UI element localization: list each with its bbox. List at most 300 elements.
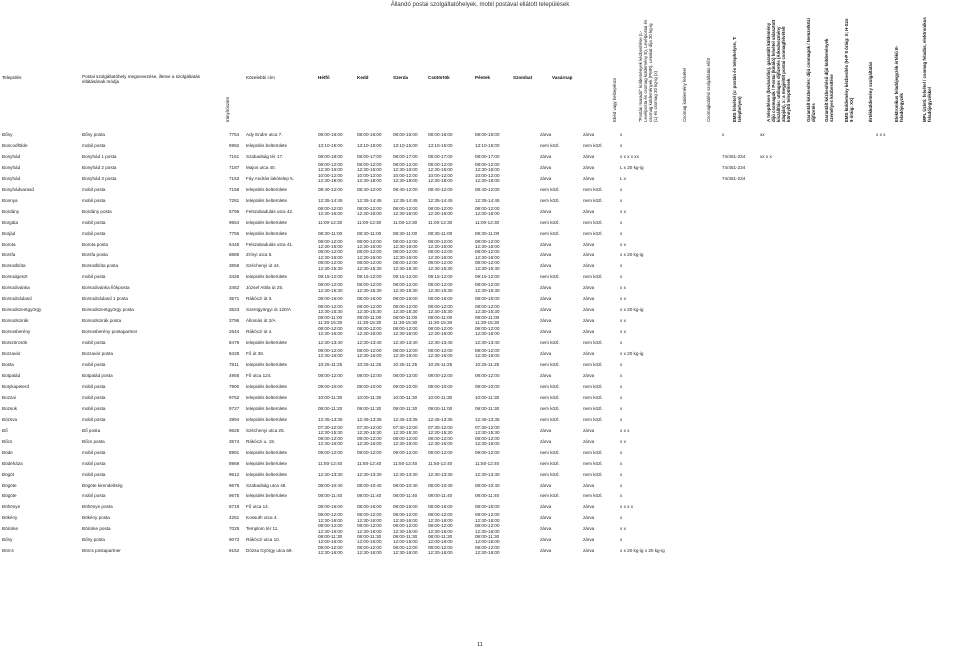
cell-v: zárva — [583, 548, 595, 554]
cell-v: zárva — [583, 351, 595, 357]
cell-z: 7153 — [229, 175, 240, 181]
cell-f1: x x — [620, 296, 626, 302]
cell-p: 10:00-12:00 12:30-18:00 — [475, 172, 500, 184]
cell-v: zárva — [583, 526, 595, 532]
cell-f1: x x — [620, 526, 626, 532]
cell-t: Borsodnádasd — [2, 296, 32, 302]
cell-sz: nem közl. — [540, 493, 560, 499]
table-row — [0, 470, 960, 481]
cell-v: zárva — [583, 307, 595, 313]
cell-v: nem közl. — [583, 274, 603, 280]
cell-z: 3658 — [229, 263, 240, 269]
cell-sz: nem közl. — [540, 230, 560, 236]
cell-m: Bőny posta — [82, 537, 105, 543]
cell-v: zárva — [583, 285, 595, 291]
cell-v: zárva — [583, 153, 595, 159]
cell-m: Borsfa posta — [82, 252, 108, 258]
header-szerda: Szerda — [393, 74, 409, 80]
cell-v: zárva — [583, 296, 595, 302]
cell-sz: nem közl. — [540, 274, 560, 280]
cell-f1: x — [620, 383, 623, 389]
cell-sz: zárva — [540, 241, 552, 247]
cell-m: mobil posta — [82, 449, 106, 455]
header-hetfo: Hétfő — [318, 74, 330, 80]
header-kedd: Kedd — [357, 74, 369, 80]
cell-v: nem közl. — [583, 340, 603, 346]
cell-cs: 08:00-11:30 12:00-16:00 — [428, 534, 453, 545]
cell-c: Állomás út 2/A — [246, 318, 276, 324]
table-row — [0, 437, 960, 448]
cell-sz: nem közl. — [540, 405, 560, 411]
header-vertical-0: Ebéd vagy belsepénzs — [612, 77, 617, 122]
cell-z: 8428 — [229, 351, 240, 357]
cell-c: Széchenyi utca 25. — [246, 427, 285, 433]
cell-s: 09:00-10:00 — [393, 383, 418, 389]
header-cim: Közelebbi cím — [246, 74, 275, 80]
cell-t: Borjád — [2, 230, 16, 236]
cell-v: zárva — [583, 252, 595, 258]
cell-sz: zárva — [540, 318, 552, 324]
cell-c: település belterülete — [246, 362, 288, 368]
cell-f1: x — [620, 362, 623, 368]
cell-s: 13:10-15:00 — [393, 142, 418, 148]
cell-p: 08:00-12:00 12:30-16:00 — [475, 205, 500, 216]
cell-t: Borsodgeszt — [2, 274, 28, 280]
cell-c: település belterülete — [246, 197, 288, 203]
cell-m: mobil posta — [82, 416, 106, 422]
cell-h: 08:30-11:00 — [318, 230, 343, 236]
cell-v: zárva — [583, 318, 595, 324]
cell-z: 7151 — [229, 153, 240, 159]
cell-h: 12:45-13:35 — [318, 416, 343, 422]
cell-p: 08:00-10:40 — [475, 482, 500, 488]
header-szombat: Szombat — [513, 74, 533, 80]
cell-cs: 09:00-10:00 — [428, 383, 453, 389]
cell-m: Bonyhád 2 posta — [82, 164, 117, 170]
cell-z: 4955 — [229, 372, 240, 378]
cell-s: 10:00-11:30 — [393, 394, 418, 400]
cell-s: 12:35-14:45 — [393, 197, 418, 203]
cell-cs: 10:25-11:25 — [428, 362, 453, 368]
table-row — [0, 360, 960, 371]
cell-v: nem közl. — [583, 383, 603, 389]
cell-cs: 11:50-12:40 — [428, 460, 453, 466]
cell-s: 12:30-13:30 — [393, 471, 418, 477]
cell-t: Borsosberény — [2, 329, 31, 335]
cell-z: 3426 — [229, 274, 240, 280]
cell-f2: x — [722, 132, 725, 137]
cell-m: mobil posta — [82, 394, 106, 400]
cell-t: Bőcs — [2, 438, 13, 444]
cell-sz: zárva — [540, 296, 552, 302]
cell-s: 08:00-12:00 12:30-16:00 — [393, 161, 418, 173]
cell-h: 08:00-12:00 — [318, 372, 343, 378]
cell-cs: 10:00-12:00 12:30-18:00 — [428, 172, 453, 184]
cell-s: 08:00-12:00 12:30-16:00 — [393, 348, 418, 359]
cell-f1: x — [620, 394, 623, 400]
cell-f1: x — [620, 471, 623, 477]
cell-cs: 08:00-16:00 — [428, 296, 453, 302]
cell-h: 13:10-15:00 — [318, 142, 343, 148]
cell-p: 08:00-12:00 12:30-15:30 — [475, 260, 500, 271]
cell-s: 08:30-11:00 — [393, 230, 418, 236]
cell-m: Borzavár posta — [82, 351, 113, 357]
cell-p: 09:00-10:00 — [475, 383, 500, 389]
cell-t: Bosta — [2, 362, 14, 368]
cell-s: 09:00-11:30 — [393, 405, 418, 411]
cell-cs: 08:00-12:00 12:30-16:00 — [428, 249, 453, 260]
cell-k: 08:00-16:00 — [357, 132, 382, 137]
cell-sz: nem közl. — [540, 460, 560, 466]
cell-s: 08:00-12:00 12:30-16:00 — [393, 523, 418, 534]
table-row — [0, 404, 960, 415]
cell-sz: zárva — [540, 537, 552, 543]
cell-h: 08:00-12:00 12:30-16:00 — [318, 523, 343, 534]
cell-cs: 09:00-11:00 — [428, 405, 453, 411]
cell-k: 12:45-13:35 — [357, 416, 382, 422]
cell-sz: zárva — [540, 175, 552, 181]
cell-k: 08:00-12:00 12:30-16:00 — [357, 545, 382, 556]
cell-sz: zárva — [540, 548, 552, 554]
cell-p: 08:00-12:00 12:30-16:00 — [475, 348, 500, 359]
table-row — [0, 141, 960, 152]
header-irsz: Irányítószám — [225, 96, 230, 122]
cell-t: Bödeháza — [2, 460, 23, 466]
cell-k: 08:00-12:00 12:30-16:00 — [357, 512, 382, 523]
cell-m: Borsosberény postapartner — [82, 329, 138, 335]
cell-k: 13:10-15:00 — [357, 142, 382, 148]
cell-z: 3574 — [229, 438, 240, 444]
cell-z: 7756 — [229, 230, 240, 236]
cell-cs: 09:15-12:00 — [428, 274, 453, 280]
cell-h: 08:00-11:40 — [318, 493, 343, 499]
cell-z: 7158 — [229, 186, 240, 192]
cell-p: 12:45-13:35 — [475, 416, 500, 422]
cell-s: 08:00-12:00 12:30-16:00 — [393, 249, 418, 260]
cell-cs: 08:00-12:00 12:30-15:30 — [428, 304, 453, 315]
table-row — [0, 491, 960, 502]
cell-z: 7281 — [229, 197, 240, 203]
cell-k: 08:00-12:00 12:30-15:30 — [357, 260, 382, 271]
cell-p: 08:00-12:00 — [475, 372, 500, 378]
cell-s: 08:00-16:00 — [393, 504, 418, 510]
cell-k: 08:00-12:00 12:30-16:00 — [357, 249, 382, 260]
cell-cs: 08:00-12:00 12:30-16:00 — [428, 238, 453, 249]
header-csutortok: Csütörtök — [428, 74, 450, 80]
cell-p: 08:40-12:00 — [475, 186, 500, 192]
cell-s: 08:00-12:00 — [393, 372, 418, 378]
cell-s: 08:00-11:00 11:30-15:30 — [393, 315, 418, 326]
cell-v: zárva — [583, 164, 595, 170]
cell-t: Bőny — [2, 537, 13, 543]
cell-c: Felszabadulás utca 41. — [246, 241, 294, 247]
cell-c: József Attila út 25. — [246, 285, 284, 291]
cell-h: 08:00-12:00 12:30-16:00 — [318, 512, 343, 523]
cell-cs: 08:00-12:00 12:30-16:00 — [428, 545, 453, 556]
cell-c: település belterülete — [246, 142, 288, 148]
cell-h: 10:25-11:25 — [318, 362, 343, 368]
cell-t: Borszörcsök — [2, 340, 28, 346]
cell-m: Bőcs posta — [82, 438, 105, 444]
cell-s: 08:00-12:00 12:30-15:30 — [393, 260, 418, 271]
cell-t: Bonyhád — [2, 153, 21, 159]
cell-sz: nem közl. — [540, 449, 560, 455]
cell-h: 09:15-12:00 — [318, 274, 343, 280]
cell-h: 08:00-18:00 — [318, 153, 343, 159]
cell-cs: 08:00-11:40 — [428, 493, 453, 499]
cell-v: zárva — [583, 329, 595, 335]
cell-cs: 13:10-15:00 — [428, 142, 453, 148]
cell-t: Botpalád — [2, 372, 21, 378]
cell-p: 08:00-12:00 12:30-15:30 — [475, 304, 500, 315]
cell-cs: 12:35-14:45 — [428, 197, 453, 203]
cell-s: 11:50-12:40 — [393, 460, 418, 466]
cell-v: zárva — [583, 438, 595, 444]
cell-c: település belterülete — [246, 340, 288, 346]
cell-z: 7187 — [229, 164, 240, 170]
cell-sz: nem közl. — [540, 416, 560, 422]
cell-v: zárva — [583, 482, 595, 488]
cell-c: település belterülete — [246, 230, 288, 236]
cell-z: 3623 — [229, 307, 240, 313]
cell-t: Borsodszirák — [2, 318, 29, 324]
cell-t: Bőny — [2, 132, 13, 137]
cell-v: nem közl. — [583, 142, 603, 148]
cell-h: 08:00-16:00 — [318, 296, 343, 302]
cell-t: Böde — [2, 449, 13, 455]
cell-p: 11:50-12:40 — [475, 460, 500, 466]
cell-m: mobil posta — [82, 405, 106, 411]
cell-h: 08:00-12:00 12:30-16:00 — [318, 249, 343, 260]
cell-v: nem közl. — [583, 186, 603, 192]
cell-sz: zárva — [540, 504, 552, 510]
table-row — [0, 185, 960, 196]
cell-f3: xx — [760, 132, 765, 137]
cell-v: zárva — [583, 241, 595, 247]
cell-t: Bózsva — [2, 416, 18, 422]
cell-p: 08:00-11:40 — [475, 493, 500, 499]
cell-k: 08:00-12:00 12:30-16:00 — [357, 435, 382, 446]
cell-t: Bonyhád — [2, 164, 21, 170]
cell-s: 09:00-12:00 — [393, 449, 418, 455]
cell-z: 3671 — [229, 296, 240, 302]
cell-t: Bozsok — [2, 405, 18, 411]
cell-sz: zárva — [540, 263, 552, 269]
cell-cs: 08:00-12:00 12:30-16:00 — [428, 435, 453, 446]
cell-f1: x — [620, 372, 623, 378]
cell-k: 08:00-16:00 — [357, 296, 382, 302]
cell-cs: 08:00-12:00 12:30-15:30 — [428, 282, 453, 293]
cell-sz: zárva — [540, 307, 552, 313]
cell-f1: x — [620, 493, 623, 499]
cell-cs: 10:00-11:30 — [428, 394, 453, 400]
cell-z: 9752 — [229, 394, 240, 400]
cell-h: 08:40-12:00 — [318, 186, 343, 192]
cell-t: Börcs — [2, 548, 14, 554]
cell-sz: zárva — [540, 285, 552, 291]
cell-k: 12:30-13:30 — [357, 471, 382, 477]
table-row — [0, 393, 960, 404]
cell-f1: x x x x xx — [620, 153, 639, 159]
cell-k: 08:00-12:00 12:30-15:30 — [357, 304, 382, 315]
cell-f1: x — [620, 460, 623, 466]
cell-sz: nem közl. — [540, 340, 560, 346]
cell-m: mobil posta — [82, 493, 106, 499]
cell-s: 08:00-12:00 12:30-16:00 — [393, 545, 418, 556]
cell-f1: x x 20 kg-ig — [620, 252, 644, 258]
table-row — [0, 174, 960, 185]
cell-s: 08:40-12:00 — [393, 186, 418, 192]
cell-f2: 74/451-234 — [722, 175, 746, 181]
cell-z: 6795 — [229, 208, 240, 214]
cell-k: 12:35-14:45 — [357, 197, 382, 203]
cell-m: Bőny posta — [82, 132, 105, 137]
cell-cs: 08:00-12:00 12:30-16:00 — [428, 326, 453, 337]
cell-m: Bögöte kirendeltség — [82, 482, 123, 488]
cell-z: 8719 — [229, 504, 240, 510]
cell-sz: nem közl. — [540, 219, 560, 225]
cell-m: Borsodnádasd 1 posta — [82, 296, 128, 302]
cell-f1: x — [620, 537, 623, 543]
cell-s: 08:00-11:40 — [393, 493, 418, 499]
cell-t: Borsfa — [2, 252, 16, 258]
cell-k: 08:00-12:00 12:30-15:30 — [357, 282, 382, 293]
cell-s: 08:00-12:00 12:30-16:00 — [393, 435, 418, 446]
header-vertical-3: Csomagküldési szolgáltatás előtt — [706, 58, 711, 122]
cell-m: mobil posta — [82, 274, 106, 280]
cell-sz: zárva — [540, 372, 552, 378]
cell-f1: x — [620, 449, 623, 455]
cell-sz: nem közl. — [540, 394, 560, 400]
cell-sz: zárva — [540, 164, 552, 170]
cell-p: 08:00-12:00 12:30-15:30 — [475, 282, 500, 293]
cell-v: zárva — [583, 263, 595, 269]
cell-t: Borgáta — [2, 219, 19, 225]
cell-sz: zárva — [540, 208, 552, 214]
cell-cs: 07:30-12:00 12:30-15:30 — [428, 424, 453, 435]
cell-sz: nem közl. — [540, 383, 560, 389]
cell-p: 08:00-16:00 — [475, 132, 500, 137]
cell-v: zárva — [583, 537, 595, 543]
cell-t: Borota — [2, 241, 16, 247]
cell-cs: 08:00-16:00 — [428, 132, 453, 137]
cell-z: 3462 — [229, 285, 240, 291]
cell-sz: nem közl. — [540, 197, 560, 203]
cell-z: 7900 — [229, 383, 240, 389]
cell-k: 09:15-12:00 — [357, 274, 382, 280]
table-body — [0, 130, 960, 557]
cell-v: zárva — [583, 132, 595, 137]
cell-c: Széchenyi út 44. — [246, 263, 280, 269]
cell-v: nem közl. — [583, 460, 603, 466]
table-row — [0, 327, 960, 338]
cell-h: 08:00-10:40 — [318, 482, 343, 488]
cell-c: Templom tér 11. — [246, 526, 279, 532]
cell-f1: x x — [620, 285, 626, 291]
cell-v: zárva — [583, 175, 595, 181]
cell-h: 08:00-12:00 12:30-15:30 — [318, 282, 343, 293]
cell-f1: x x — [620, 329, 626, 335]
cell-m: mobil posta — [82, 186, 106, 192]
cell-s: 08:00-16:00 — [393, 296, 418, 302]
cell-c: Fő út 39. — [246, 351, 265, 357]
cell-z: 9152 — [229, 548, 240, 554]
cell-t: Bökény — [2, 515, 18, 521]
cell-k: 08:40-12:00 — [357, 186, 382, 192]
cell-v: nem közl. — [583, 405, 603, 411]
table-row — [0, 207, 960, 218]
cell-t: Bögöt — [2, 471, 15, 477]
cell-h: 08:00-16:00 — [318, 504, 343, 510]
cell-f1: x — [620, 132, 623, 137]
cell-p: 09:00-12:00 — [475, 449, 500, 455]
cell-h: 09:00-10:00 — [318, 383, 343, 389]
cell-m: mobil posta — [82, 383, 106, 389]
cell-z: 8969 — [229, 460, 240, 466]
page-number: 11 — [477, 642, 483, 648]
cell-p: 07:30-12:00 12:30-15:30 — [475, 424, 500, 435]
cell-s: 08:00-12:00 12:30-16:00 — [393, 238, 418, 249]
header-vertical-7: Garantált kézbesítésű díjú küldemények személyes kézbesítése — [824, 38, 834, 122]
cell-m: mobil posta — [82, 460, 106, 466]
cell-z: 8992 — [229, 142, 240, 148]
cell-p: 09:00-11:30 — [475, 405, 500, 411]
header-megnevezes: Postai szolgáltatóhely megnevezése, illetve a szolgáltatás ellátásának módja — [82, 73, 200, 84]
cell-k: 10:00-12:00 12:30-18:00 — [357, 172, 382, 184]
cell-m: Borsodszentgyörgy posta — [82, 307, 134, 313]
cell-f1: x x — [620, 241, 626, 247]
cell-h: 08:00-12:00 12:30-15:30 — [318, 260, 343, 271]
cell-sz: zárva — [540, 252, 552, 258]
cell-h: 08:00-12:00 12:30-16:00 — [318, 435, 343, 446]
cell-m: Borota posta — [82, 241, 109, 247]
table-header — [0, 14, 960, 124]
cell-c: Fáy András lakótelep 5. — [246, 175, 295, 181]
cell-k: 08:00-10:40 — [357, 482, 382, 488]
cell-k: 08:00-12:00 12:30-16:00 — [357, 523, 382, 534]
cell-cs: 08:00-10:40 — [428, 482, 453, 488]
cell-c: település belterülete — [246, 219, 288, 225]
cell-s: 12:30-13:40 — [393, 340, 418, 346]
cell-c: Szentgyörgyi út 120/A — [246, 307, 291, 313]
cell-z: 9612 — [229, 471, 240, 477]
cell-cs: 08:00-12:00 12:30-16:00 — [428, 523, 453, 534]
cell-z: 3796 — [229, 318, 240, 324]
header-vasarnap: Vasárnap — [552, 74, 573, 80]
cell-s: 07:30-12:00 12:30-15:30 — [393, 424, 418, 435]
cell-cs: 08:30-11:00 — [428, 230, 453, 236]
cell-sz: nem közl. — [540, 471, 560, 477]
cell-t: Böhönye — [2, 504, 21, 510]
cell-c: Felszabadulás utca 42. — [246, 208, 294, 214]
cell-c: település belterülete — [246, 449, 288, 455]
cell-f1: x — [620, 197, 623, 203]
cell-k: 08:00-11:30 12:00-16:00 — [357, 534, 382, 545]
header-pentek: Péntek — [475, 74, 491, 80]
cell-cs: 08:00-12:00 12:30-16:00 — [428, 161, 453, 173]
cell-m: mobil posta — [82, 340, 106, 346]
cell-h: 08:00-16:00 — [318, 132, 343, 137]
cell-sz: nem közl. — [540, 142, 560, 148]
cell-s: 12:45-13:35 — [393, 416, 418, 422]
cell-c: település belterülete — [246, 394, 288, 400]
cell-s: 08:00-11:30 12:00-16:00 — [393, 534, 418, 545]
cell-m: mobil posta — [82, 362, 106, 368]
cell-cs: 08:00-17:00 — [428, 153, 453, 159]
header-vertical-10: Elektronikus feladójegyzék értékű E-feladójegyzék — [894, 45, 904, 122]
cell-k: 10:25-11:25 — [357, 362, 382, 368]
cell-z: 3994 — [229, 416, 240, 422]
